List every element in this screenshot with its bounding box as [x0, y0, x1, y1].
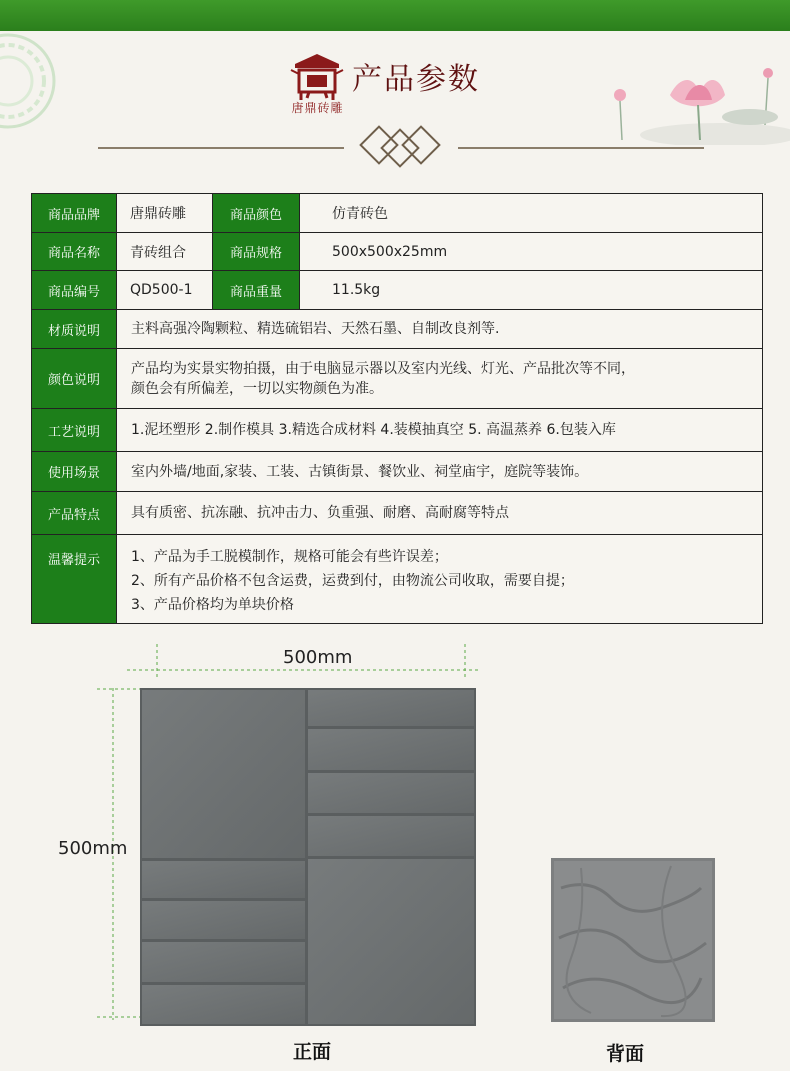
table-row — [32, 452, 763, 492]
logo-text: 唐鼎砖雕 — [291, 101, 344, 115]
color-note-line-1: 产品均为实景实物拍摄，由于电脑显示器以及室内光线、灯光、产品批次等不同， — [131, 360, 635, 377]
divider-right — [458, 147, 704, 149]
size-value: 500x500x25mm — [300, 233, 763, 271]
brand-label: 商品品牌 — [32, 194, 117, 233]
spec-table — [31, 193, 763, 624]
material-value: 主料高强冷陶颗粒、精选硫铝岩、天然石墨、自制改良剂等. — [117, 310, 763, 349]
brick-front-image — [140, 688, 476, 1026]
table-row — [32, 409, 763, 452]
color-value: 仿青砖色 — [300, 194, 763, 233]
name-label: 商品名称 — [32, 233, 117, 271]
code-value: QD500-1 — [117, 271, 213, 310]
name-value: 青砖组合 — [117, 233, 213, 271]
code-label: 商品编号 — [32, 271, 117, 310]
top-bar — [0, 0, 790, 31]
feature-label: 产品特点 — [32, 492, 117, 535]
page-title: 产品参数 — [352, 62, 480, 97]
tip-item: 2、所有产品价格不包含运费，运费到付，由物流公司收取，需要自提； — [131, 573, 574, 589]
table-row — [32, 492, 763, 535]
tips-value — [117, 535, 763, 624]
color-note-line-2: 颜色会有所偏差，一切以实物颜色为准。 — [131, 380, 383, 397]
table-row — [32, 349, 763, 409]
diamond-ornament-icon — [352, 122, 448, 174]
circle-ornament-icon — [0, 31, 58, 131]
lotus-decoration-icon — [600, 55, 790, 145]
feature-value: 具有质密、抗冻融、抗冲击力、负重强、耐磨、高耐腐等特点 — [117, 492, 763, 535]
front-caption: 正面 — [293, 1041, 332, 1063]
color-label: 商品颜色 — [213, 194, 300, 233]
table-row — [32, 233, 763, 271]
color-note-value — [117, 349, 763, 409]
tip-item: 1、产品为手工脱模制作，规格可能会有些许误差； — [131, 549, 448, 565]
weight-label: 商品重量 — [213, 271, 300, 310]
table-row — [32, 194, 763, 233]
width-dimension-label: 500mm — [283, 647, 353, 668]
brick-back-image — [551, 858, 715, 1022]
tips-label: 温馨提示 — [32, 535, 117, 624]
divider-left — [98, 147, 344, 149]
process-value: 1.泥坯塑形 2.制作模具 3.精选合成材料 4.装模抽真空 5. 高温蒸养 6.包装入库 — [117, 409, 763, 452]
height-dimension-label: 500mm — [58, 838, 128, 859]
material-label: 材质说明 — [32, 310, 117, 349]
table-row — [32, 310, 763, 349]
usage-label: 使用场景 — [32, 452, 117, 492]
usage-value: 室内外墙/地面,家装、工装、古镇街景、餐饮业、祠堂庙宇，庭院等装饰。 — [117, 452, 763, 492]
process-label: 工艺说明 — [32, 409, 117, 452]
tip-item: 3、产品价格均为单块价格 — [131, 597, 294, 613]
brand-value: 唐鼎砖雕 — [117, 194, 213, 233]
weight-value: 11.5kg — [300, 271, 763, 310]
color-note-label: 颜色说明 — [32, 349, 117, 409]
table-row — [32, 535, 763, 624]
back-caption: 背面 — [606, 1043, 645, 1065]
size-label: 商品规格 — [213, 233, 300, 271]
table-row — [32, 271, 763, 310]
